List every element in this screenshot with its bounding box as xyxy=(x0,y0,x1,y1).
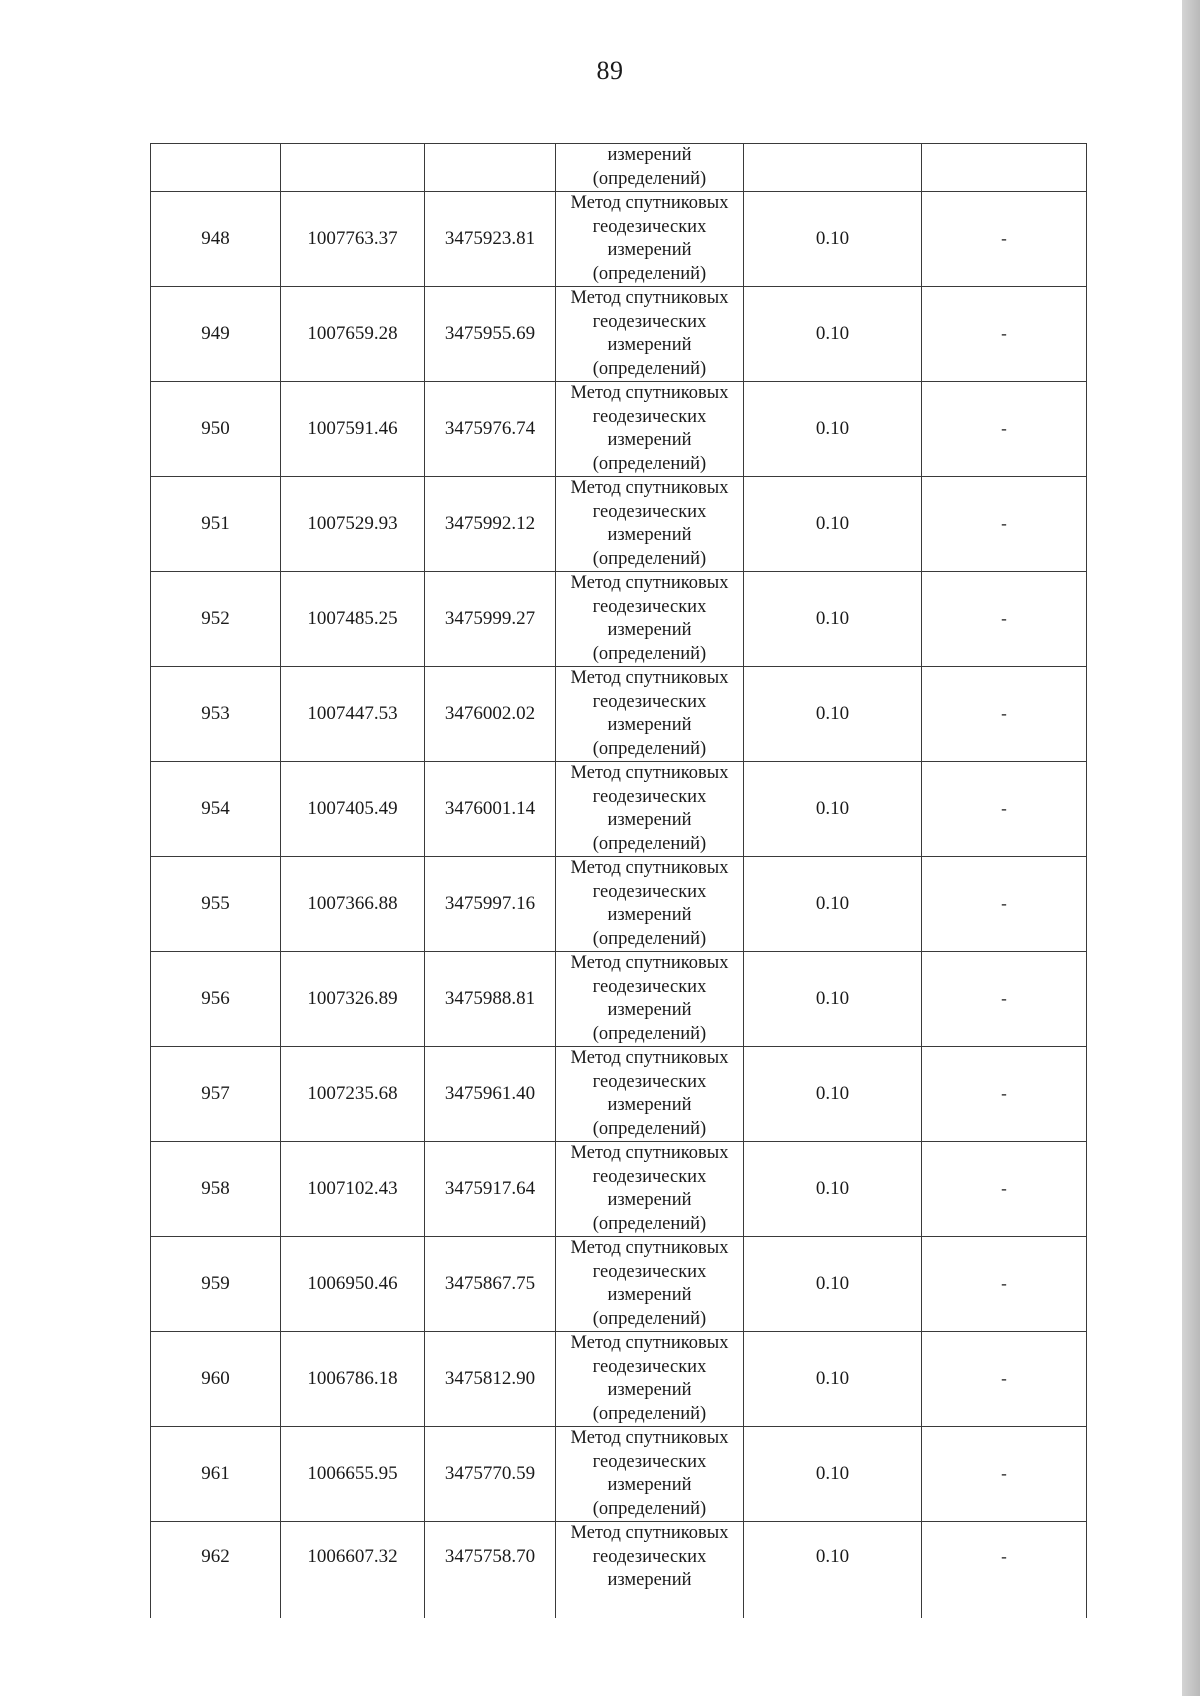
method-cell xyxy=(556,1047,744,1142)
method-line: Метод спутниковых xyxy=(570,953,729,973)
accuracy-cell xyxy=(744,1522,922,1619)
y-cell xyxy=(425,1522,556,1619)
accuracy-value: 0.10 xyxy=(815,1368,850,1389)
x-value: 1007447.53 xyxy=(307,703,398,724)
method-line: Метод спутниковых xyxy=(570,668,729,688)
method-line: геодезических xyxy=(592,976,707,997)
method-line: Метод спутниковых xyxy=(570,1048,729,1068)
method-cell xyxy=(556,667,744,762)
accuracy-value: 0.10 xyxy=(815,1178,850,1199)
note-value: - xyxy=(1001,229,1007,248)
method-line: (определений) xyxy=(592,1308,707,1329)
point-value: 957 xyxy=(201,1083,230,1104)
table-row xyxy=(151,952,1087,1047)
method-line: измерений xyxy=(607,810,692,830)
note-cell xyxy=(922,952,1087,1047)
y-value: 3475867.75 xyxy=(444,1273,536,1294)
x-value: 1006655.95 xyxy=(307,1463,398,1484)
table-row xyxy=(151,1332,1087,1427)
method-line: геодезических xyxy=(592,311,707,332)
method-cell xyxy=(556,1142,744,1237)
y-value: 3475999.27 xyxy=(444,608,536,629)
accuracy-cell xyxy=(744,1427,922,1522)
table-row xyxy=(151,857,1087,952)
accuracy-value: 0.10 xyxy=(815,1273,850,1294)
y-cell xyxy=(425,952,556,1047)
point-value: 958 xyxy=(201,1178,230,1199)
x-cell xyxy=(281,1142,425,1237)
table-row xyxy=(151,192,1087,287)
point-cell xyxy=(151,952,281,1047)
note-cell xyxy=(922,1332,1087,1427)
point-value: 951 xyxy=(201,513,230,534)
note-cell xyxy=(922,1047,1087,1142)
method-cell xyxy=(556,382,744,477)
accuracy-cell xyxy=(744,667,922,762)
note-cell xyxy=(922,667,1087,762)
method-line: геодезических xyxy=(592,1451,707,1472)
x-value: 1007366.88 xyxy=(307,893,398,914)
y-cell xyxy=(425,1237,556,1332)
y-value: 3475917.64 xyxy=(444,1178,536,1199)
y-value: 3475758.70 xyxy=(444,1546,536,1567)
note-cell xyxy=(922,1237,1087,1332)
point-value: 956 xyxy=(201,988,230,1009)
x-value: 1007763.37 xyxy=(307,228,398,249)
method-cell xyxy=(556,144,744,192)
method-line: геодезических xyxy=(592,501,707,522)
point-value: 961 xyxy=(201,1463,230,1484)
method-cell xyxy=(556,762,744,857)
method-line: (определений) xyxy=(592,643,707,664)
point-cell xyxy=(151,1142,281,1237)
x-cell xyxy=(281,477,425,572)
y-cell xyxy=(425,382,556,477)
accuracy-value: 0.10 xyxy=(815,798,850,819)
method-line: Метод спутниковых xyxy=(570,573,729,593)
x-value: 1006786.18 xyxy=(307,1368,398,1389)
note-value: - xyxy=(1001,1084,1007,1103)
point-value: 950 xyxy=(201,418,230,439)
point-cell xyxy=(151,287,281,382)
method-line: измерений xyxy=(607,240,692,260)
y-cell xyxy=(425,572,556,667)
point-value: 952 xyxy=(201,608,230,629)
accuracy-cell xyxy=(744,1237,922,1332)
point-cell xyxy=(151,382,281,477)
method-cell xyxy=(556,477,744,572)
x-value: 1007405.49 xyxy=(307,798,398,819)
method-line: (определений) xyxy=(592,833,707,854)
note-cell xyxy=(922,287,1087,382)
x-cell xyxy=(281,1522,425,1619)
table-body xyxy=(151,144,1087,1619)
note-cell xyxy=(922,762,1087,857)
point-cell xyxy=(151,1427,281,1522)
note-cell xyxy=(922,1427,1087,1522)
method-line: геодезических xyxy=(592,786,707,807)
accuracy-value: 0.10 xyxy=(815,323,850,344)
accuracy-cell xyxy=(744,477,922,572)
table-row xyxy=(151,382,1087,477)
note-cell xyxy=(922,857,1087,952)
method-line: (определений) xyxy=(592,1118,707,1139)
y-value: 3475988.81 xyxy=(444,988,536,1009)
method-line: Метод спутниковых xyxy=(570,1238,729,1258)
table-row xyxy=(151,1522,1087,1619)
accuracy-value: 0.10 xyxy=(815,893,850,914)
y-cell xyxy=(425,1047,556,1142)
method-line: (определений) xyxy=(592,358,707,379)
x-cell xyxy=(281,762,425,857)
y-value: 3475976.74 xyxy=(444,418,536,439)
note-cell xyxy=(922,192,1087,287)
x-cell xyxy=(281,144,425,192)
y-cell xyxy=(425,667,556,762)
y-value: 3475812.90 xyxy=(444,1368,536,1389)
note-value: - xyxy=(1001,799,1007,818)
point-value: 953 xyxy=(201,703,230,724)
method-cell xyxy=(556,1332,744,1427)
scan-edge-shadow xyxy=(1182,0,1200,1696)
table-row xyxy=(151,287,1087,382)
y-value: 3475961.40 xyxy=(444,1083,536,1104)
accuracy-value: 0.10 xyxy=(815,608,850,629)
point-cell xyxy=(151,1332,281,1427)
y-value: 3475770.59 xyxy=(444,1463,536,1484)
point-value: 959 xyxy=(201,1273,230,1294)
note-value: - xyxy=(1001,419,1007,438)
x-value: 1006950.46 xyxy=(307,1273,398,1294)
method-line: (определений) xyxy=(592,548,707,569)
x-cell xyxy=(281,857,425,952)
method-line: измерений xyxy=(607,335,692,355)
method-line: Метод спутниковых xyxy=(570,193,729,213)
accuracy-value: 0.10 xyxy=(815,513,850,534)
accuracy-value: 0.10 xyxy=(815,1463,850,1484)
x-cell xyxy=(281,1427,425,1522)
note-cell xyxy=(922,382,1087,477)
method-cell xyxy=(556,1427,744,1522)
note-value: - xyxy=(1001,894,1007,913)
accuracy-cell xyxy=(744,952,922,1047)
method-cell xyxy=(556,572,744,667)
table-row xyxy=(151,667,1087,762)
accuracy-cell xyxy=(744,1047,922,1142)
accuracy-cell xyxy=(744,192,922,287)
method-line: Метод спутниковых xyxy=(570,763,729,783)
y-value: 3475955.69 xyxy=(444,323,536,344)
point-value: 949 xyxy=(201,323,230,344)
method-line: измерений xyxy=(607,1190,692,1210)
method-cell xyxy=(556,857,744,952)
table-row xyxy=(151,1047,1087,1142)
x-cell xyxy=(281,1332,425,1427)
method-cell xyxy=(556,192,744,287)
table-row xyxy=(151,1427,1087,1522)
method-line: Метод спутниковых xyxy=(570,383,729,403)
y-value: 3475923.81 xyxy=(444,228,536,249)
y-cell xyxy=(425,857,556,952)
note-value: - xyxy=(1001,1274,1007,1293)
x-cell xyxy=(281,287,425,382)
method-line: измерений xyxy=(607,525,692,545)
method-line: (определений) xyxy=(592,168,707,189)
point-value: 954 xyxy=(201,798,230,819)
note-value: - xyxy=(1001,1179,1007,1198)
method-line: (определений) xyxy=(592,453,707,474)
method-line: Метод спутниковых xyxy=(570,1143,729,1163)
point-cell xyxy=(151,477,281,572)
y-cell xyxy=(425,477,556,572)
note-value: - xyxy=(1001,609,1007,628)
point-cell xyxy=(151,667,281,762)
method-line: геодезических xyxy=(592,691,707,712)
x-value: 1006607.32 xyxy=(307,1546,398,1567)
x-cell xyxy=(281,1237,425,1332)
y-cell xyxy=(425,287,556,382)
note-cell xyxy=(922,572,1087,667)
method-cell xyxy=(556,1522,744,1619)
accuracy-value: 0.10 xyxy=(815,988,850,1009)
method-line: геодезических xyxy=(592,1261,707,1282)
point-value: 955 xyxy=(201,893,230,914)
method-line: (определений) xyxy=(592,1403,707,1424)
method-line: измерений xyxy=(607,1475,692,1495)
method-line: измерений xyxy=(607,1095,692,1115)
y-cell xyxy=(425,1142,556,1237)
x-cell xyxy=(281,1047,425,1142)
table-row xyxy=(151,1237,1087,1332)
note-value: - xyxy=(1001,324,1007,343)
accuracy-cell xyxy=(744,382,922,477)
point-cell xyxy=(151,572,281,667)
x-value: 1007102.43 xyxy=(307,1178,398,1199)
x-cell xyxy=(281,952,425,1047)
method-line: (определений) xyxy=(592,1213,707,1234)
note-value: - xyxy=(1001,704,1007,723)
y-value: 3476001.14 xyxy=(444,798,536,819)
coordinates-table xyxy=(150,143,1087,1618)
x-value: 1007591.46 xyxy=(307,418,398,439)
method-line: измерений xyxy=(607,620,692,640)
method-line: измерений xyxy=(607,1570,692,1590)
accuracy-value: 0.10 xyxy=(815,1546,850,1567)
y-value: 3476002.02 xyxy=(444,703,536,724)
accuracy-value: 0.10 xyxy=(815,703,850,724)
point-value: 962 xyxy=(201,1546,230,1567)
x-cell xyxy=(281,382,425,477)
method-line: измерений xyxy=(607,1380,692,1400)
method-line: геодезических xyxy=(592,216,707,237)
method-line: геодезических xyxy=(592,881,707,902)
y-value: 3475992.12 xyxy=(444,513,536,534)
method-line: измерений xyxy=(607,145,692,165)
note-value: - xyxy=(1001,989,1007,1008)
note-value: - xyxy=(1001,1369,1007,1388)
table-row xyxy=(151,1142,1087,1237)
method-line: Метод спутниковых xyxy=(570,478,729,498)
accuracy-cell xyxy=(744,572,922,667)
y-value: 3475997.16 xyxy=(444,893,536,914)
method-line: (определений) xyxy=(592,738,707,759)
method-line: (определений) xyxy=(592,1498,707,1519)
method-line: геодезических xyxy=(592,406,707,427)
accuracy-cell xyxy=(744,1332,922,1427)
method-line: геодезических xyxy=(592,1356,707,1377)
point-cell xyxy=(151,762,281,857)
point-cell xyxy=(151,857,281,952)
method-cell xyxy=(556,952,744,1047)
method-cell xyxy=(556,1237,744,1332)
note-cell xyxy=(922,1522,1087,1619)
accuracy-cell xyxy=(744,1142,922,1237)
continuation-row xyxy=(151,144,1087,192)
note-value: - xyxy=(1001,514,1007,533)
x-value: 1007529.93 xyxy=(307,513,398,534)
note-cell xyxy=(922,477,1087,572)
point-cell xyxy=(151,1047,281,1142)
accuracy-cell xyxy=(744,762,922,857)
x-value: 1007659.28 xyxy=(307,323,398,344)
x-value: 1007485.25 xyxy=(307,608,398,629)
accuracy-value: 0.10 xyxy=(815,228,850,249)
page-number: 89 xyxy=(596,56,624,85)
note-value: - xyxy=(1001,1547,1007,1566)
method-line: измерений xyxy=(607,1000,692,1020)
method-line: (определений) xyxy=(592,928,707,949)
accuracy-cell xyxy=(744,144,922,192)
accuracy-cell xyxy=(744,857,922,952)
method-line: геодезических xyxy=(592,1071,707,1092)
accuracy-cell xyxy=(744,287,922,382)
y-cell xyxy=(425,762,556,857)
accuracy-value: 0.10 xyxy=(815,418,850,439)
x-cell xyxy=(281,572,425,667)
method-line: Метод спутниковых xyxy=(570,858,729,878)
method-line: геодезических xyxy=(592,1546,707,1567)
point-cell xyxy=(151,1522,281,1619)
accuracy-value: 0.10 xyxy=(815,1083,850,1104)
table-row xyxy=(151,477,1087,572)
point-cell xyxy=(151,144,281,192)
point-value: 948 xyxy=(201,228,230,249)
x-cell xyxy=(281,192,425,287)
method-cell xyxy=(556,287,744,382)
method-line: Метод спутниковых xyxy=(570,1523,729,1543)
table-row xyxy=(151,572,1087,667)
point-value: 960 xyxy=(201,1368,230,1389)
point-cell xyxy=(151,192,281,287)
x-value: 1007326.89 xyxy=(307,988,398,1009)
y-cell xyxy=(425,144,556,192)
x-value: 1007235.68 xyxy=(307,1083,398,1104)
method-line: Метод спутниковых xyxy=(570,1333,729,1353)
y-cell xyxy=(425,192,556,287)
note-cell xyxy=(922,1142,1087,1237)
point-cell xyxy=(151,1237,281,1332)
method-line: (определений) xyxy=(592,1023,707,1044)
method-line: измерений xyxy=(607,1285,692,1305)
method-line: Метод спутниковых xyxy=(570,288,729,308)
method-line: (определений) xyxy=(592,263,707,284)
note-value: - xyxy=(1001,1464,1007,1483)
y-cell xyxy=(425,1427,556,1522)
y-cell xyxy=(425,1332,556,1427)
method-line: геодезических xyxy=(592,1166,707,1187)
x-cell xyxy=(281,667,425,762)
method-line: геодезических xyxy=(592,596,707,617)
method-line: измерений xyxy=(607,715,692,735)
method-line: Метод спутниковых xyxy=(570,1428,729,1448)
note-cell xyxy=(922,144,1087,192)
method-line: измерений xyxy=(607,430,692,450)
table-row xyxy=(151,762,1087,857)
method-line: измерений xyxy=(607,905,692,925)
